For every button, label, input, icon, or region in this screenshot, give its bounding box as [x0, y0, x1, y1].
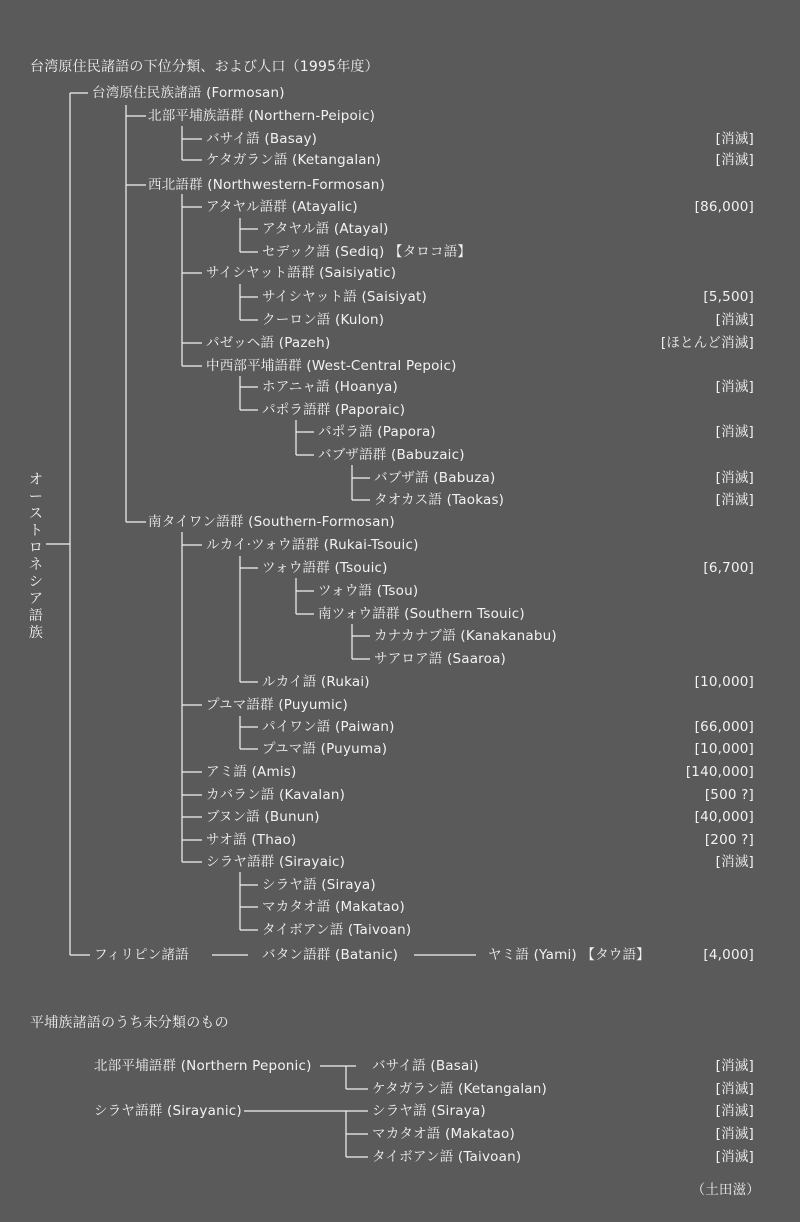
population-value: [86,000] — [694, 199, 754, 215]
node-babuzaic: バブザ語群 (Babuzaic) — [318, 447, 465, 463]
node-amis: アミ語 (Amis) — [206, 764, 297, 780]
node-sediq: セデック語 (Sediq) 【タロコ語】 — [262, 244, 472, 260]
node-pazeh: パゼッヘ語 (Pazeh) — [206, 335, 331, 351]
population-value: [消滅] — [715, 379, 754, 395]
node-northwestern-formosan: 西北語群 (Northwestern-Formosan) — [148, 177, 386, 193]
population-value: [40,000] — [694, 809, 754, 825]
node-southern-formosan: 南タイワン語群 (Southern-Formosan) — [148, 514, 395, 530]
node-taivoan: タイボアン語 (Taivoan) — [262, 922, 412, 938]
population-value: [6,700] — [703, 560, 754, 576]
node-saaroa: サアロア語 (Saaroa) — [374, 651, 507, 667]
node-kanakanabu: カナカナブ語 (Kanakanabu) — [374, 628, 557, 644]
unclassified-makatao: マカタオ語 (Makatao) — [372, 1126, 515, 1142]
node-tsou: ツォウ語 (Tsou) — [318, 583, 419, 599]
population-value: [4,000] — [703, 947, 754, 963]
node-atayalic: アタヤル語群 (Atayalic) — [206, 199, 358, 215]
unclassified-group-northern-peponic: 北部平埔語群 (Northern Peponic) — [94, 1058, 312, 1074]
node-batanic: バタン語群 (Batanic) — [262, 947, 399, 963]
node-rukai: ルカイ語 (Rukai) — [262, 674, 370, 690]
population-value: [10,000] — [694, 741, 754, 757]
population-value: [消滅] — [715, 152, 754, 168]
unclassified-heading: 平埔族諸語のうち未分類のもの — [30, 1015, 229, 1031]
node-paiwan: パイワン語 (Paiwan) — [262, 719, 395, 735]
population-value: [消滅] — [715, 1126, 754, 1142]
unclassified-taivoan: タイボアン語 (Taivoan) — [372, 1149, 522, 1165]
node-kulon: クーロン語 (Kulon) — [262, 312, 385, 328]
node-saisiyat: サイシヤット語 (Saisiyat) — [262, 289, 427, 305]
population-value: [消滅] — [715, 1058, 754, 1074]
population-value: [10,000] — [694, 674, 754, 690]
node-formosan: 台湾原住民族諸語 (Formosan) — [92, 85, 285, 101]
node-west-central-pepoic: 中西部平埔語群 (West-Central Pepoic) — [206, 358, 457, 374]
node-kavalan: カバラン語 (Kavalan) — [206, 787, 346, 803]
population-value: [消滅] — [715, 1103, 754, 1119]
population-value: [66,000] — [694, 719, 754, 735]
node-basay: バサイ語 (Basay) — [206, 131, 318, 147]
node-siraya: シラヤ語 (Siraya) — [262, 877, 376, 893]
diagram-title: 台湾原住民諸語の下位分類、および人口（1995年度） — [30, 59, 379, 75]
population-value: [5,500] — [703, 289, 754, 305]
unclassified-ketangalan: ケタガラン語 (Ketangalan) — [372, 1081, 547, 1097]
node-puyumic: プユマ語群 (Puyumic) — [206, 697, 348, 713]
unclassified-group-sirayanic: シラヤ語群 (Sirayanic) — [94, 1103, 242, 1119]
node-sirayaic: シラヤ語群 (Sirayaic) — [206, 854, 346, 870]
node-taokas: タオカス語 (Taokas) — [374, 492, 505, 508]
population-value: [消滅] — [715, 470, 754, 486]
node-saisiyatic: サイシヤット語群 (Saisiyatic) — [206, 265, 397, 281]
population-value: [200 ?] — [704, 832, 754, 848]
root-label: オーストロネシア語族 — [28, 472, 44, 641]
node-thao: サオ語 (Thao) — [206, 832, 297, 848]
node-rukai-tsouic: ルカイ·ツォウ語群 (Rukai-Tsouic) — [206, 537, 419, 553]
node-puyuma: プユマ語 (Puyuma) — [262, 741, 388, 757]
node-makatao: マカタオ語 (Makatao) — [262, 899, 405, 915]
population-value: [消滅] — [715, 312, 754, 328]
author-credit: （土田滋） — [691, 1182, 760, 1198]
node-yami: ヤミ語 (Yami) 【タウ語】 — [488, 947, 650, 963]
node-paporaic: パポラ語群 (Paporaic) — [262, 402, 406, 418]
population-value: [消滅] — [715, 492, 754, 508]
node-babuza: バブザ語 (Babuza) — [374, 470, 496, 486]
node-tsouic: ツォウ語群 (Tsouic) — [262, 560, 388, 576]
population-value: [ほとんど消滅] — [660, 335, 754, 351]
node-southern-tsouic: 南ツォウ語群 (Southern Tsouic) — [318, 606, 525, 622]
node-bunun: ブヌン語 (Bunun) — [206, 809, 320, 825]
population-value: [500 ?] — [704, 787, 754, 803]
node-hoanya: ホアニャ語 (Hoanya) — [262, 379, 398, 395]
population-value: [消滅] — [715, 1081, 754, 1097]
node-papora: パポラ語 (Papora) — [318, 424, 436, 440]
population-value: [消滅] — [715, 854, 754, 870]
unclassified-basai: バサイ語 (Basai) — [372, 1058, 479, 1074]
population-value: [140,000] — [685, 764, 754, 780]
node-ketangalan: ケタガラン語 (Ketangalan) — [206, 152, 381, 168]
population-value: [消滅] — [715, 131, 754, 147]
node-northern-peipoic: 北部平埔族語群 (Northern-Peipoic) — [148, 108, 376, 124]
unclassified-siraya: シラヤ語 (Siraya) — [372, 1103, 486, 1119]
node-philippine-group: フィリピン諸語 — [94, 947, 189, 963]
node-atayal: アタヤル語 (Atayal) — [262, 221, 389, 237]
population-value: [消滅] — [715, 424, 754, 440]
population-value: [消滅] — [715, 1149, 754, 1165]
